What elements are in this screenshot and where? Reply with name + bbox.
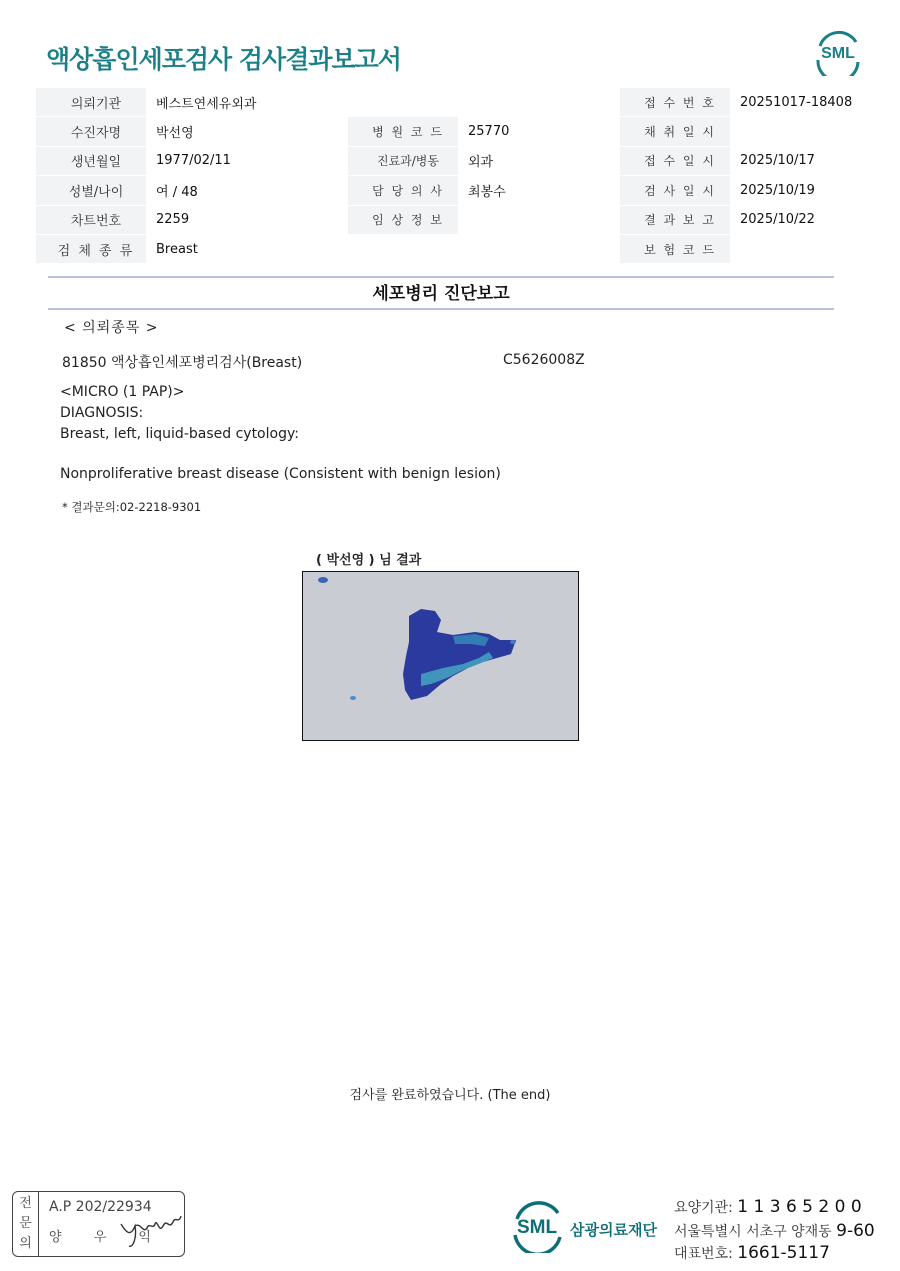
label-cell: 결 과 보 고 bbox=[620, 205, 730, 234]
code-label: 요양기관: bbox=[674, 1200, 733, 1216]
address-line bbox=[674, 1221, 875, 1241]
org-name: 삼광의료재단 bbox=[570, 1221, 657, 1239]
birth-date: 1977/02/11 bbox=[146, 146, 348, 175]
label-cell: 임 상 정 보 bbox=[348, 205, 458, 234]
request-item: 81850 액상흡인세포병리검사(Breast) bbox=[62, 355, 303, 371]
specimen: Breast bbox=[146, 234, 620, 263]
label-cell: 보 험 코 드 bbox=[620, 234, 730, 263]
diagnosis-text: Nonproliferative breast disease (Consistent with benign lesion) bbox=[60, 466, 501, 482]
label-cell: 진료과/병동 bbox=[348, 146, 458, 175]
image-caption: ( 박선영 ) 님 결과 bbox=[316, 553, 422, 568]
stamp-char: 전 bbox=[19, 1196, 32, 1211]
doctor: 최봉수 bbox=[458, 176, 620, 205]
address-number: 9-60 bbox=[836, 1221, 875, 1241]
footer-sml-logo bbox=[508, 1197, 566, 1253]
sex-age: 여 / 48 bbox=[146, 176, 348, 205]
micro-line: <MICRO (1 PAP)> bbox=[60, 384, 185, 400]
footer-logo-text: SML bbox=[516, 1217, 558, 1238]
request-heading: < 의뢰종목 > bbox=[64, 320, 159, 336]
label-cell: 채 취 일 시 bbox=[620, 117, 730, 146]
patient-name: 박선영 bbox=[146, 117, 348, 146]
department: 외과 bbox=[458, 146, 620, 175]
referring-institution: 베스트연세유외과 bbox=[146, 88, 620, 117]
report-date: 2025/10/22 bbox=[730, 205, 864, 234]
label-cell: 검 체 종 류 bbox=[36, 234, 146, 263]
table-row bbox=[36, 146, 864, 175]
receipt-no: 20251017-18408 bbox=[730, 88, 864, 117]
table-row bbox=[36, 117, 864, 146]
label-cell: 성별/나이 bbox=[36, 176, 146, 205]
logo-text: SML bbox=[821, 45, 855, 62]
insurance-code bbox=[730, 234, 864, 263]
institution-code: 1 1 3 6 5 2 0 0 bbox=[737, 1197, 862, 1217]
label-cell: 검 사 일 시 bbox=[620, 176, 730, 205]
institution-code-line bbox=[674, 1197, 862, 1217]
exam-date: 2025/10/19 bbox=[730, 176, 864, 205]
inquiry-phone: * 결과문의:02-2218-9301 bbox=[62, 500, 202, 514]
table-row bbox=[36, 88, 864, 117]
table-row bbox=[36, 234, 864, 263]
label-cell: 접 수 번 호 bbox=[620, 88, 730, 117]
sml-logo bbox=[812, 28, 864, 76]
section-title: 세포병리 진단보고 bbox=[372, 284, 510, 304]
label-cell: 담 당 의 사 bbox=[348, 176, 458, 205]
label-cell: 수진자명 bbox=[36, 117, 146, 146]
stamp-doctor-name: 양 우 익 bbox=[49, 1230, 165, 1245]
report-title: 액상흡인세포검사 검사결과보고서 bbox=[46, 45, 401, 74]
collection-date bbox=[730, 117, 864, 146]
label-cell: 병 원 코 드 bbox=[348, 117, 458, 146]
cytology-micrograph bbox=[302, 571, 579, 741]
receipt-date: 2025/10/17 bbox=[730, 146, 864, 175]
phone-number: 1661-5117 bbox=[737, 1243, 830, 1263]
label-cell: 접 수 일 시 bbox=[620, 146, 730, 175]
end-message: 검사를 완료하였습니다. (The end) bbox=[349, 1088, 551, 1103]
label-cell: 차트번호 bbox=[36, 205, 146, 234]
section-divider-top bbox=[48, 276, 834, 278]
stamp-side-label bbox=[13, 1192, 39, 1256]
stamp-ap-number: A.P 202/22934 bbox=[49, 1199, 152, 1215]
diagnosis-label: DIAGNOSIS: bbox=[60, 405, 144, 421]
chart-no: 2259 bbox=[146, 205, 348, 234]
stamp-char: 의 bbox=[19, 1236, 32, 1251]
section-divider-bottom bbox=[48, 308, 834, 310]
request-code: C5626008Z bbox=[503, 352, 585, 368]
address: 서울특별시 서초구 양재동 bbox=[674, 1224, 832, 1240]
phone-label: 대표번호: bbox=[674, 1246, 733, 1262]
pathologist-stamp bbox=[12, 1191, 185, 1257]
clinical-info bbox=[458, 205, 620, 234]
label-cell: 생년월일 bbox=[36, 146, 146, 175]
phone-line bbox=[674, 1243, 830, 1263]
diagnosis-site: Breast, left, liquid-based cytology: bbox=[60, 426, 299, 442]
table-row bbox=[36, 205, 864, 234]
table-row bbox=[36, 176, 864, 205]
hospital-code: 25770 bbox=[458, 117, 620, 146]
patient-info-table bbox=[36, 88, 864, 264]
label-cell: 의뢰기관 bbox=[36, 88, 146, 117]
stamp-char: 문 bbox=[19, 1216, 32, 1231]
signature bbox=[117, 1204, 185, 1250]
